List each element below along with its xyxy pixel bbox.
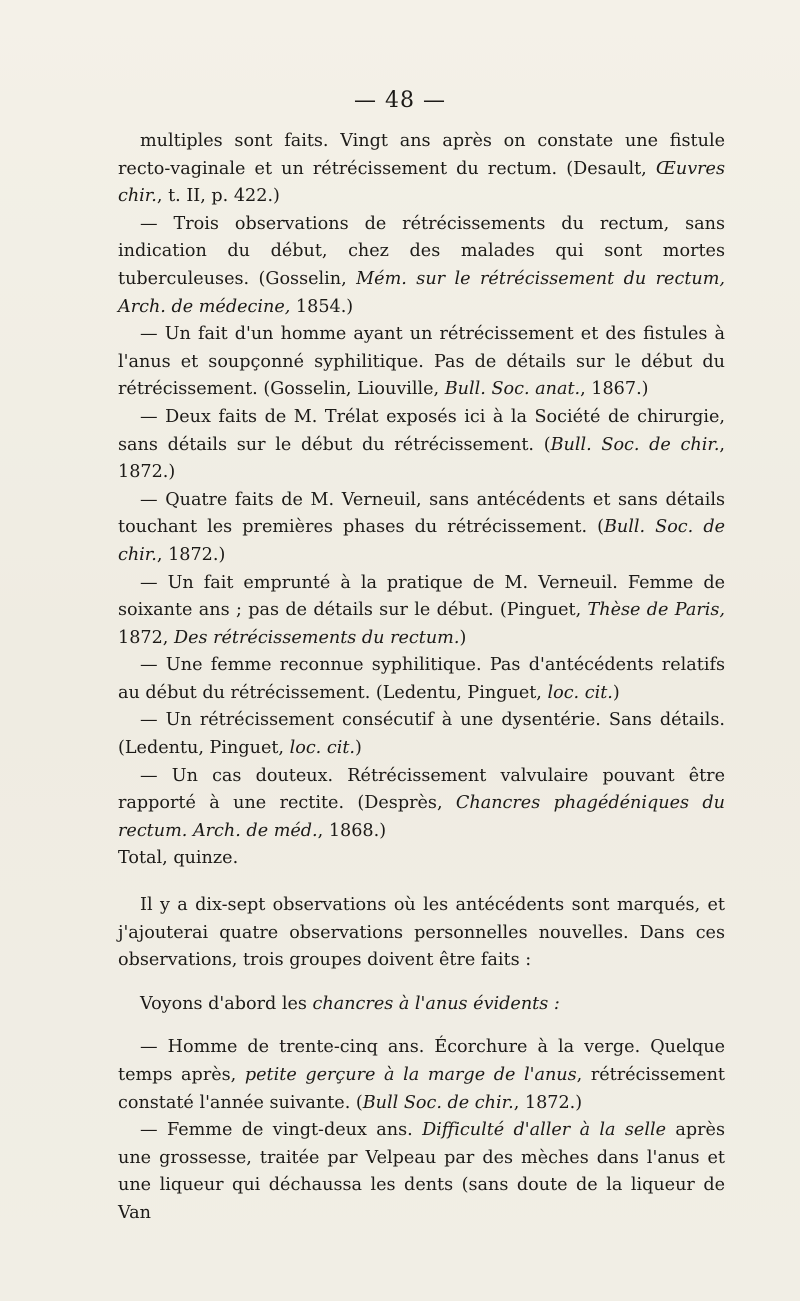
italic-citation: Bull. Soc. anat. [444, 379, 581, 400]
text-segment: , 1872.) [156, 544, 226, 565]
para-deux-faits [118, 404, 725, 487]
text-segment: Total, quinze. [118, 848, 239, 869]
para-fistule [118, 128, 725, 211]
text-segment: , 1868.) [317, 820, 387, 841]
italic-citation: Bull. Soc. de chir. [118, 517, 725, 565]
para-total [118, 845, 725, 873]
para-quatre-faits [118, 487, 725, 570]
text-segment: — Homme de trente-cinq ans. Écorchure à la verge. Quelque temps après, [118, 1037, 725, 1085]
text-segment: après une grossesse, traitée par Velpeau par des mèches dans l'anus et une liqueur qui déchaussa les dents (sans doute de la liqueur de Van [118, 1120, 725, 1223]
text-segment: — Une femme reconnue syphilitique. Pas d'antécédents relatifs au début du rétrécissement. (Ledentu, Pinguet, [118, 655, 725, 703]
text-segment: Voyons d'abord les [140, 993, 313, 1014]
italic-citation: Difficulté d'aller à la selle [422, 1120, 667, 1141]
italic-citation: petite gerçure à la marge de l'anus [244, 1065, 577, 1085]
text-segment: , 1872.) [118, 434, 726, 483]
para-fait-emprunte [118, 570, 725, 653]
para-dysenterie [118, 707, 725, 762]
italic-citation: Bull. Soc. de chir. [550, 434, 720, 455]
text-segment: multiples sont faits. Vingt ans après on constate une fistule recto-vaginale et un rétrécissement du rectum. (Desault, [118, 131, 725, 179]
italic-citation: loc. cit. [547, 682, 613, 703]
text-segment: — Deux faits de M. Trélat exposés ici à la Société de chirurgie, sans détails sur le début du rétrécissement. ( [118, 406, 725, 455]
text-segment: — Trois observations de rétrécissements du rectum, sans indication du début, chez des malades qui sont mortes tuberculeuses. (Gosselin, [118, 213, 725, 289]
text-segment: ) [459, 627, 467, 648]
page-number: — 48 — [354, 88, 446, 113]
para-homme-trente-cinq [118, 1034, 725, 1117]
body-text [118, 128, 725, 1228]
text-segment: — Femme de vingt-deux ans. [140, 1120, 423, 1141]
text-segment: , t. II, p. 422.) [156, 186, 280, 207]
para-dix-sept [118, 892, 725, 975]
text-segment: — Un cas douteux. Rétrécissement valvulaire pouvant être rapporté à une rectite. (Desprès, [118, 765, 725, 814]
italic-citation: Des rétrécissements du rectum. [173, 627, 460, 648]
italic-citation: Thèse de Paris, [587, 600, 725, 621]
text-segment: Il y a dix-sept observations où les antécédents sont marqués, et j'ajouterai quatre observations personnelles nouvelles. Dans ces observations, trois groupes doivent être faits : [118, 895, 725, 971]
text-segment: — Un rétrécissement consécutif à une dysentérie. Sans détails. (Ledentu, Pinguet, [118, 710, 725, 759]
para-femme-vingt-deux [118, 1117, 725, 1227]
text-segment: 1872, [118, 627, 174, 648]
italic-citation: Bull Soc. de chir. [362, 1092, 514, 1113]
text-segment: — Un fait d'un homme ayant un rétrécissement et des fistules à l'anus et soupçonné syphilitique. Pas de détails sur le début du rétrécissement. (Gosselin, Liouville, [118, 324, 725, 400]
italic-citation: chancres à l'anus évidents : [312, 993, 560, 1014]
italic-citation: Œuvres chir. [118, 158, 725, 207]
text-segment: , rétrécissement constaté l'année suivante. ( [118, 1065, 725, 1113]
text-segment: 1854.) [290, 296, 354, 317]
text-segment: , 1867.) [580, 379, 649, 400]
para-trois-observations [118, 211, 725, 321]
italic-citation: Mém. sur le rétrécissement du rectum, Arch. de médecine, [118, 268, 725, 317]
text-segment: — Un fait emprunté à la pratique de M. Verneuil. Femme de soixante ans ; pas de détails sur le début. (Pinguet, [118, 572, 725, 621]
text-segment: , 1872.) [513, 1092, 583, 1113]
italic-citation: Chancres phagédéniques du rectum. Arch. de méd. [118, 793, 725, 841]
text-segment: — Quatre faits de M. Verneuil, sans antécédents et sans détails touchant les premières phases du rétrécissement. ( [118, 489, 725, 538]
text-segment: ) [355, 738, 362, 759]
para-femme-syphilitique [118, 652, 725, 707]
para-cas-douteux [118, 763, 725, 846]
para-voyons [118, 991, 725, 1019]
italic-citation: loc. cit. [289, 738, 356, 759]
para-un-fait-homme [118, 321, 725, 404]
text-segment: ) [612, 682, 620, 703]
